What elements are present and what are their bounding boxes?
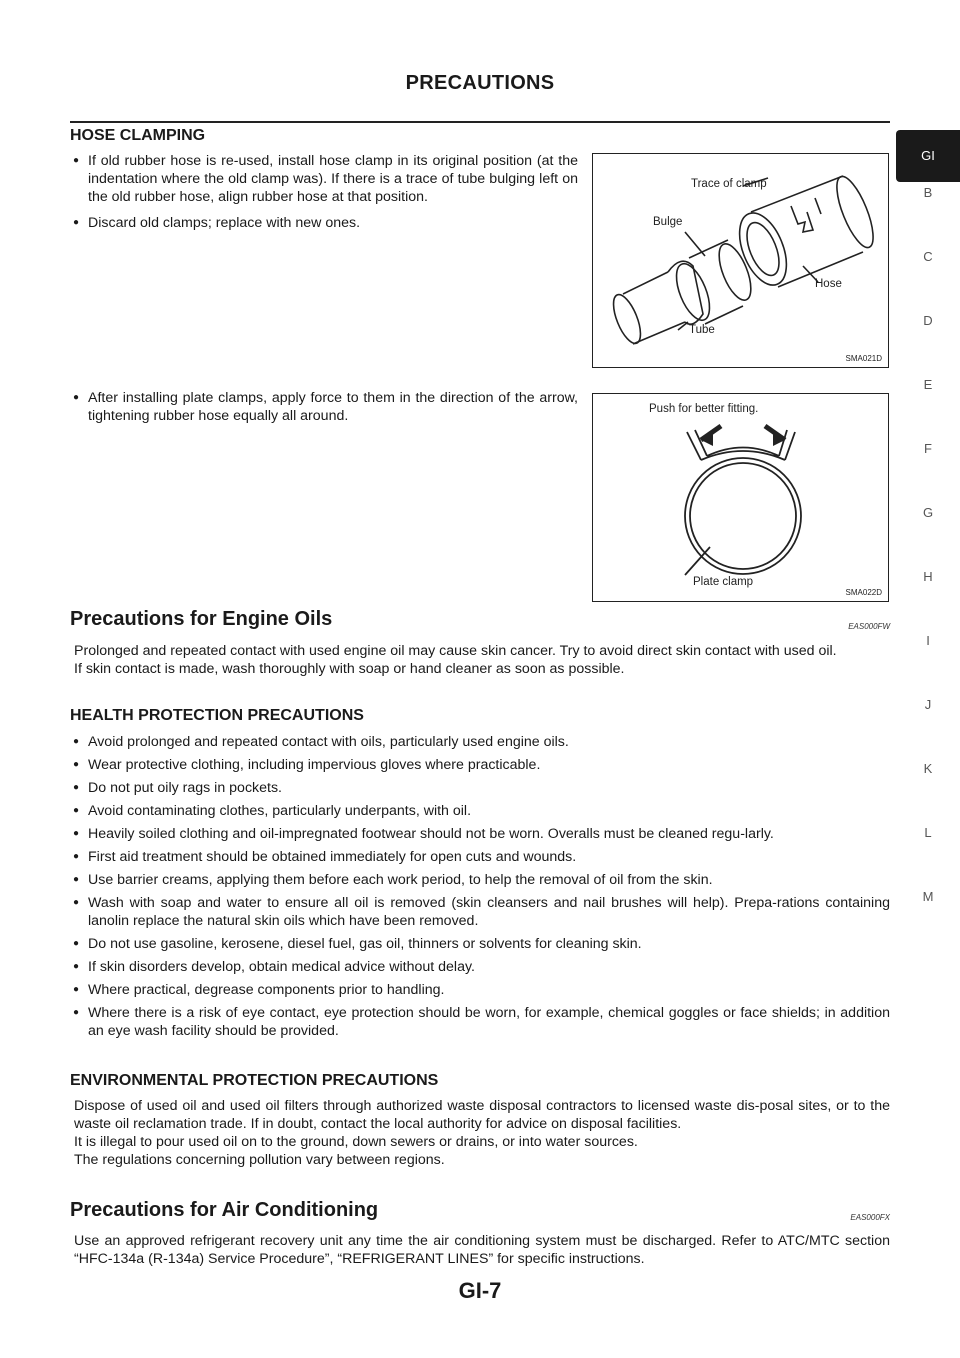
air-conditioning-code: EAS000FX <box>850 1213 890 1222</box>
list-item: ● Do not put oily rags in pockets. <box>70 779 890 797</box>
list-item: ● After installing plate clamps, apply force to them in the direction of the arrow, tightening rubber hose equally all around. <box>70 389 578 425</box>
section-tab-d[interactable]: D <box>923 313 933 328</box>
list-item: ● Where practical, degrease components prior to handling. <box>70 981 890 999</box>
air-conditioning-heading: Precautions for Air Conditioning <box>70 1199 379 1221</box>
health-heading: HEALTH PROTECTION PRECAUTIONS <box>70 707 364 724</box>
hose-clamping-heading: HOSE CLAMPING <box>70 127 206 144</box>
plate-clamp-label: Plate clamp <box>693 576 754 588</box>
figure-code: SMA022D <box>845 588 882 597</box>
list-item: ● First aid treatment should be obtained immediately for open cuts and wounds. <box>70 848 890 866</box>
engine-oils-code: EAS000FW <box>848 622 890 631</box>
environment-heading: ENVIRONMENTAL PROTECTION PRECAUTIONS <box>70 1072 439 1089</box>
figure-code: SMA021D <box>845 354 882 363</box>
list-item: ● Avoid prolonged and repeated contact with oils, particularly used engine oils. <box>70 733 890 751</box>
page-number: GI-7 <box>458 1278 502 1303</box>
list-item: ● Avoid contaminating clothes, particularly underpants, with oil. <box>70 802 890 820</box>
list-item: ● Where there is a risk of eye contact, eye protection should be worn, for example, chemical goggles or face shields; in addition an eye wash facility should be provided. <box>70 1004 890 1040</box>
section-tab-h[interactable]: H <box>923 569 933 584</box>
list-item: ● If skin disorders develop, obtain medical advice without delay. <box>70 958 890 976</box>
environment-body: Dispose of used oil and used oil filters through authorized waste disposal contractors to licensed waste dis-posal sites, or to the waste oil reclamation trade. If in doubt, contact the local authority for advice on disposal facilities. It is illegal to pour used oil on to the ground, down sewers or drains, or into water sources. The regulations concerning pollution vary between regions. <box>74 1098 890 1168</box>
list-item: ● Wash with soap and water to ensure all oil is removed (skin cleansers and nail brushes will help). Prepa-rations containing lanolin replace the natural skin oils which have been removed. <box>70 894 890 930</box>
push-for-better-fitting-label: Push for better fitting. <box>649 403 759 415</box>
list-item: ● Wear protective clothing, including impervious gloves where practicable. <box>70 756 890 774</box>
hose-clamping-bullets <box>70 152 578 237</box>
list-item: ● Discard old clamps; replace with new ones. <box>70 214 578 232</box>
list-item: ● If old rubber hose is re-used, install hose clamp in its original position (at the indentation where the old clamp was). If there is a trace of tube bulging left on the old rubber hose, align rubber hose at that position. <box>70 152 578 206</box>
hose-clamping-bullet-3 <box>70 389 578 430</box>
section-tab-g[interactable]: G <box>922 505 934 520</box>
engine-oils-heading: Precautions for Engine Oils <box>70 608 333 630</box>
engine-oils-body: Prolonged and repeated contact with used engine oil may cause skin cancer. Try to avoid direct skin contact with used oil. If skin contact is made, wash thoroughly with soap or hand cleaner as soon as possible. <box>74 643 837 677</box>
section-tab-j[interactable]: J <box>924 697 932 712</box>
section-tab-f[interactable]: F <box>924 441 932 456</box>
air-conditioning-body: Use an approved refrigerant recovery unit any time the air conditioning system must be discharged. Refer to ATC/MTC section “HFC-134a (R-134a) Service Procedure”, “REFRIGERANT LINES” for specific instructions. <box>74 1233 890 1267</box>
section-index-tabs <box>896 130 960 954</box>
section-tab-l[interactable]: L <box>924 825 932 840</box>
list-item: ● Do not use gasoline, kerosene, diesel fuel, gas oil, thinners or solvents for cleaning skin. <box>70 935 890 953</box>
plate-clamp-figure <box>592 393 889 602</box>
page-title: PRECAUTIONS <box>405 72 555 94</box>
section-tab-e[interactable]: E <box>923 377 933 392</box>
hose-label: Hose <box>815 278 842 290</box>
section-tab-b[interactable]: B <box>923 185 933 200</box>
header-rule <box>70 121 890 123</box>
hose-clamp-figure <box>592 153 889 368</box>
health-bullets <box>70 733 890 1045</box>
list-item: ● Heavily soiled clothing and oil-impregnated footwear should not be worn. Overalls must be cleaned regu-larly. <box>70 825 890 843</box>
section-tab-gi[interactable]: GI <box>896 130 960 182</box>
section-tab-k[interactable]: K <box>923 761 933 776</box>
section-tab-m[interactable]: M <box>922 889 934 904</box>
list-item: ● Use barrier creams, applying them before each work period, to help the removal of oil from the skin. <box>70 871 890 889</box>
section-tab-i[interactable]: I <box>926 633 930 648</box>
trace-of-clamp-label: Trace of clamp <box>691 178 767 190</box>
plate-clamp-illustration <box>593 394 888 601</box>
tube-label: Tube <box>689 324 715 336</box>
section-tab-c[interactable]: C <box>923 249 933 264</box>
bulge-label: Bulge <box>653 216 683 228</box>
